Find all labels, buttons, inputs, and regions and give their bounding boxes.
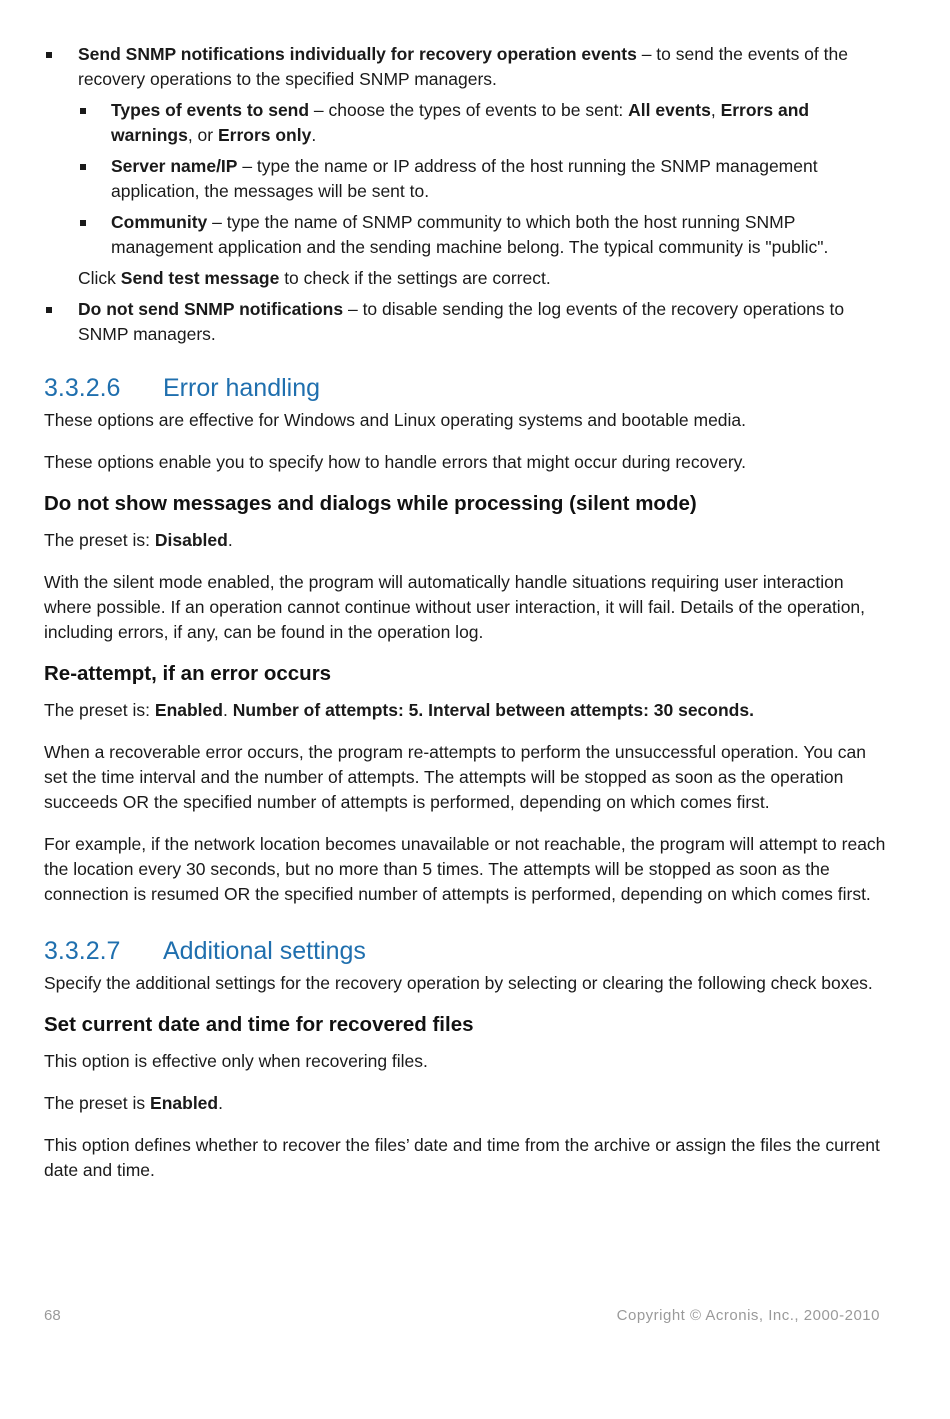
description: – to disable sending the log events of the recovery operations to SNMP managers. xyxy=(78,299,845,344)
paragraph: This option defines whether to recover the files’ date and time from the archive or assign the files the current date and time. xyxy=(44,1135,880,1180)
preset-detail: Number of attempts: 5. Interval between attempts: 30 seconds. xyxy=(232,700,754,720)
bullet-send-snmp-individually xyxy=(44,42,889,92)
text: to check if the settings are correct. xyxy=(279,268,551,288)
bullet-community xyxy=(44,210,889,260)
term: Community xyxy=(111,212,208,232)
paragraph: These options enable you to specify how to handle errors that might occur during recovery. xyxy=(44,452,746,472)
preset-value: Enabled xyxy=(154,700,223,720)
subheading-reattempt: Re-attempt, if an error occurs xyxy=(44,662,332,685)
punctuation: . xyxy=(311,125,317,145)
section-title: Additional settings xyxy=(163,937,366,965)
option-errors-and-warnings: Errors and warnings xyxy=(111,100,810,145)
punctuation: . xyxy=(227,530,233,550)
separator: , xyxy=(710,100,721,120)
preset-line xyxy=(44,1091,889,1116)
preset-value: Disabled xyxy=(154,530,228,550)
section-heading-additional-settings xyxy=(44,935,889,967)
preset-label: The preset is: xyxy=(44,530,155,550)
copyright-notice: Copyright © Acronis, Inc., 2000-2010 xyxy=(616,1307,880,1324)
section-title: Error handling xyxy=(163,374,321,402)
punctuation: . xyxy=(218,1093,223,1113)
bullet-do-not-send-snmp xyxy=(44,297,889,347)
paragraph: These options are effective for Windows and Linux operating systems and bootable media. xyxy=(44,410,747,430)
bullet-square-icon xyxy=(46,52,52,58)
send-test-message-label: Send test message xyxy=(120,268,280,288)
send-test-message-note xyxy=(44,266,889,291)
bullet-square-icon xyxy=(46,307,52,313)
term: Do not send SNMP notifications xyxy=(78,299,344,319)
preset-label: The preset is xyxy=(44,1093,151,1113)
preset-label: The preset is: xyxy=(44,700,155,720)
paragraph: For example, if the network location becomes unavailable or not reachable, the program will attempt to reach the location every 30 seconds, but no more than 5 times. The attempts will be stopped as soon as the connection is resumed OR the specified number of attempts is performed, depending on which comes first. xyxy=(44,834,886,904)
section-number: 3.3.2.7 xyxy=(44,937,121,965)
description: – to send the events of the recovery operations to the specified SNMP managers. xyxy=(78,44,848,89)
paragraph: With the silent mode enabled, the program will automatically handle situations requiring user interaction where possible. If an operation cannot continue without user interaction, it will fail. Details of the operation, including errors, if any, can be found in the operation log. xyxy=(44,572,866,642)
text: Click xyxy=(78,268,121,288)
preset-line xyxy=(44,698,889,723)
page-content xyxy=(44,42,889,1183)
section-heading-error-handling xyxy=(44,372,889,404)
subheading-set-date-time: Set current date and time for recovered files xyxy=(44,1013,474,1036)
term: Types of events to send xyxy=(111,100,310,120)
option-errors-only: Errors only xyxy=(217,125,312,145)
bullet-server-name xyxy=(44,154,889,204)
bullet-square-icon xyxy=(80,164,86,170)
bullet-square-icon xyxy=(80,220,86,226)
page-number: 68 xyxy=(44,1307,61,1324)
description: – type the name or IP address of the host running the SNMP management application, the messages will be sent to. xyxy=(111,156,818,201)
term: Server name/IP xyxy=(111,156,238,176)
bullet-square-icon xyxy=(80,108,86,114)
section-number: 3.3.2.6 xyxy=(44,374,121,402)
description: – choose the types of events to be sent: xyxy=(309,100,629,120)
term: Send SNMP notifications individually for recovery operation events xyxy=(78,44,637,64)
subheading-silent-mode: Do not show messages and dialogs while processing (silent mode) xyxy=(44,492,697,515)
paragraph: This option is effective only when recovering files. xyxy=(44,1051,428,1071)
preset-line xyxy=(44,528,889,553)
paragraph: Specify the additional settings for the recovery operation by selecting or clearing the following check boxes. xyxy=(44,973,873,993)
paragraph: When a recoverable error occurs, the program re-attempts to perform the unsuccessful operation. You can set the time interval and the number of attempts. The attempts will be stopped as soon as the operation succeeds OR the specified number of attempts is performed, depending on which comes first. xyxy=(44,742,866,812)
preset-value: Enabled xyxy=(150,1093,219,1113)
bullet-types-of-events xyxy=(44,98,889,148)
option-all-events: All events xyxy=(628,100,711,120)
description: – type the name of SNMP community to which both the host running SNMP management application and the sending machine belong. The typical community is "public". xyxy=(111,212,829,257)
separator: , or xyxy=(187,125,218,145)
separator: . xyxy=(222,700,233,720)
